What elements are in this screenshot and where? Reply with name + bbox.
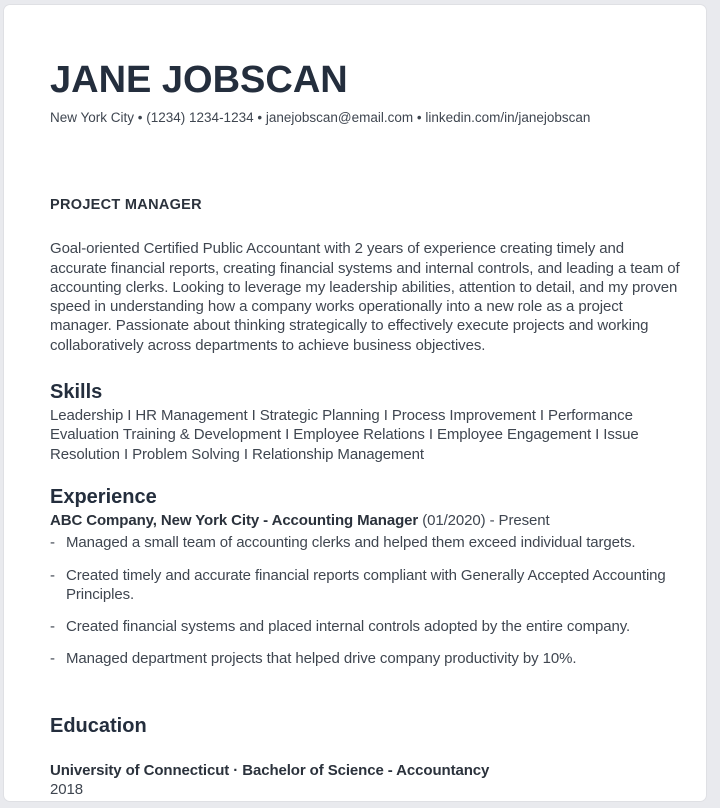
bullet-marker: - xyxy=(50,650,55,668)
summary-paragraph: Goal-oriented Certified Public Accountant with 2 years of experience creating timely and accurate financial reports, creating financial systems and internal controls, and leading a team of accounting clerks. Looking to leverage my leadership abilities, attention to detail, and my proven speed in understanding how a company works operationally into a new role as a project manager. Passionate about thinking strategically to effectively execute projects and working collaboratively across departments to achieve business objectives. xyxy=(50,240,680,354)
candidate-name: JANE JOBSCAN xyxy=(50,59,348,101)
bullet-marker: - xyxy=(50,618,55,636)
job-title: PROJECT MANAGER xyxy=(50,197,202,214)
resume-document xyxy=(4,5,706,801)
bullet-text-1: Managed a small team of accounting clerks and helped them exceed individual targets. xyxy=(66,534,636,552)
experience-company-role: ABC Company, New York City - Accounting Manager xyxy=(50,511,419,529)
bullet-text-3: Created financial systems and placed internal controls adopted by the entire company. xyxy=(66,618,631,636)
experience-heading: Experience xyxy=(50,485,157,508)
experience-entry-title xyxy=(50,511,680,530)
experience-dates: (01/2020) - Present xyxy=(418,511,550,529)
contact-line: New York City • (1234) 1234-1234 • janejobscan@email.com • linkedin.com/in/janejobscan xyxy=(50,110,591,126)
education-year: 2018 xyxy=(50,781,83,799)
resume-content xyxy=(4,5,706,799)
bullet-marker: - xyxy=(50,534,55,552)
experience-bullet-2 xyxy=(50,566,680,605)
skills-list: Leadership I HR Management I Strategic Planning I Process Improvement I Performance Evaluation Training & Development I Employee Relations I Employee Engagement I Issue Resolution I Problem Solving I Relationship Management xyxy=(50,407,639,463)
education-degree: University of Connecticut · Bachelor of Science - Accountancy xyxy=(50,761,490,779)
education-heading: Education xyxy=(50,714,147,737)
bullet-text-4: Managed department projects that helped drive company productivity by 10%. xyxy=(66,650,577,668)
experience-bullet-4 xyxy=(50,649,680,668)
experience-bullet-3 xyxy=(50,617,680,636)
bullet-text-2: Created timely and accurate financial reports compliant with Generally Accepted Accounting Principles. xyxy=(66,566,666,603)
bullet-marker: - xyxy=(50,566,55,584)
experience-bullet-1 xyxy=(50,533,680,552)
skills-heading: Skills xyxy=(50,381,103,404)
